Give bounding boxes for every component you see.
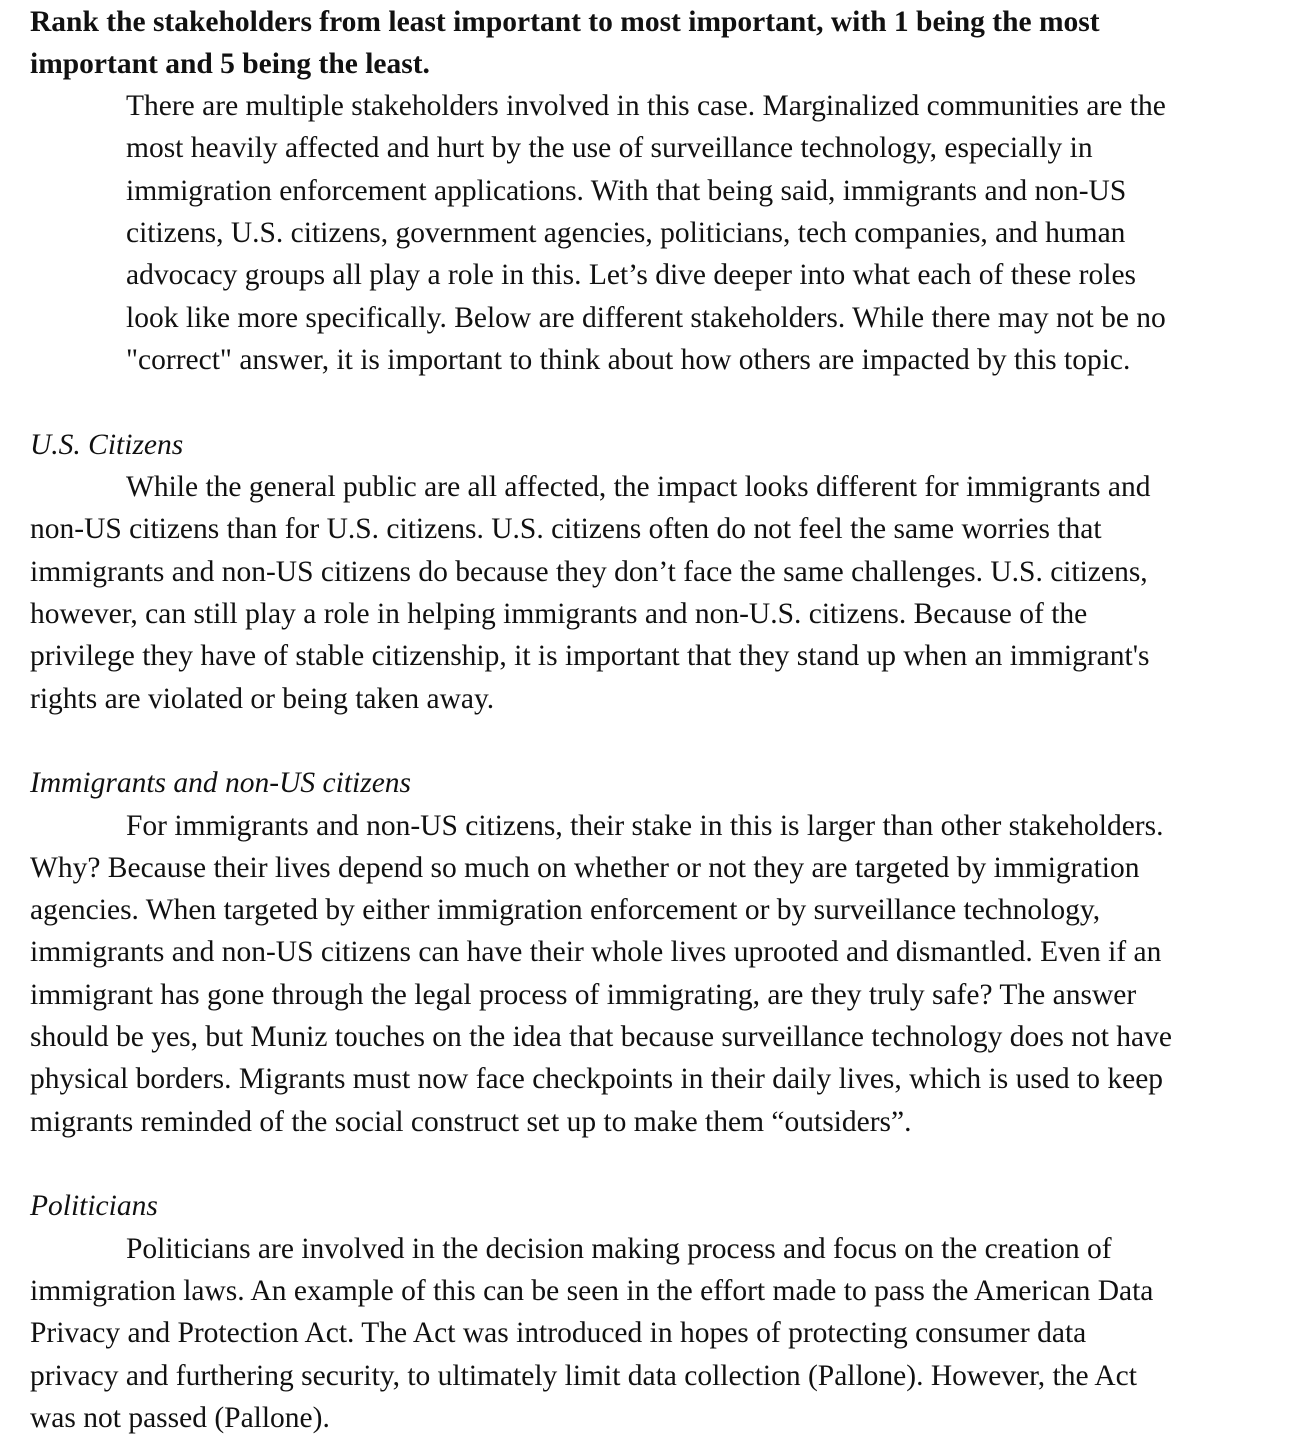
paragraph-line: immigrants and non-US citizens do because they don’t face the same challenges. U.S. citizens, (30, 556, 1148, 588)
intro-line: "correct" answer, it is important to think about how others are impacted by this topic. (126, 344, 1131, 376)
paragraph-line: Why? Because their lives depend so much on whether or not they are targeted by immigration (30, 852, 1140, 884)
paragraph-line: privilege they have of stable citizenship, it is important that they stand up when an immigrant's (30, 640, 1150, 672)
intro-line: citizens, U.S. citizens, government agencies, politicians, tech companies, and human (126, 217, 1126, 249)
intro-line: most heavily affected and hurt by the use of surveillance technology, especially in (126, 132, 1093, 164)
intro-line: look like more specifically. Below are different stakeholders. While there may not be no (126, 302, 1166, 334)
paragraph-line: rights are violated or being taken away. (30, 683, 495, 715)
intro-line: There are multiple stakeholders involved in this case. Marginalized communities are the (126, 90, 1166, 122)
paragraph-line: was not passed (Pallone). (30, 1402, 330, 1434)
paragraph-line: privacy and furthering security, to ultimately limit data collection (Pallone). However, the Act (30, 1360, 1137, 1392)
paragraph-line: should be yes, but Muniz touches on the idea that because surveillance technology does not have (30, 1021, 1172, 1053)
paragraph-line: migrants reminded of the social construct set up to make them “outsiders”. (30, 1106, 912, 1138)
intro-line: immigration enforcement applications. With that being said, immigrants and non-US (126, 175, 1127, 207)
prompt-line: Rank the stakeholders from least important to most important, with 1 being the most (30, 6, 1100, 38)
paragraph-line: While the general public are all affected, the impact looks different for immigrants and (126, 471, 1151, 503)
paragraph-line: however, can still play a role in helping immigrants and non-U.S. citizens. Because of the (30, 598, 1088, 630)
paragraph-line: For immigrants and non-US citizens, their stake in this is larger than other stakeholders. (126, 810, 1164, 842)
section-heading-immigrants: Immigrants and non-US citizens (30, 767, 412, 799)
paragraph-line: immigration laws. An example of this can be seen in the effort made to pass the American Data (30, 1275, 1154, 1307)
section-heading-politicians: Politicians (30, 1190, 158, 1222)
paragraph-line: non-US citizens than for U.S. citizens. U.S. citizens often do not feel the same worries that (30, 513, 1102, 545)
paragraph-line: Privacy and Protection Act. The Act was introduced in hopes of protecting consumer data (30, 1317, 1087, 1349)
section-heading-us-citizens: U.S. Citizens (30, 429, 184, 461)
paragraph-line: immigrant has gone through the legal process of immigrating, are they truly safe? The answer (30, 979, 1137, 1011)
prompt-line: important and 5 being the least. (30, 48, 430, 80)
paragraph-line: agencies. When targeted by either immigration enforcement or by surveillance technology, (30, 894, 1101, 926)
intro-line: advocacy groups all play a role in this. Let’s dive deeper into what each of these roles (126, 259, 1137, 291)
paragraph-line: physical borders. Migrants must now face checkpoints in their daily lives, which is used to keep (30, 1063, 1164, 1095)
paragraph-line: Politicians are involved in the decision making process and focus on the creation of (126, 1233, 1112, 1265)
paragraph-line: immigrants and non-US citizens can have their whole lives uprooted and dismantled. Even if an (30, 936, 1162, 968)
